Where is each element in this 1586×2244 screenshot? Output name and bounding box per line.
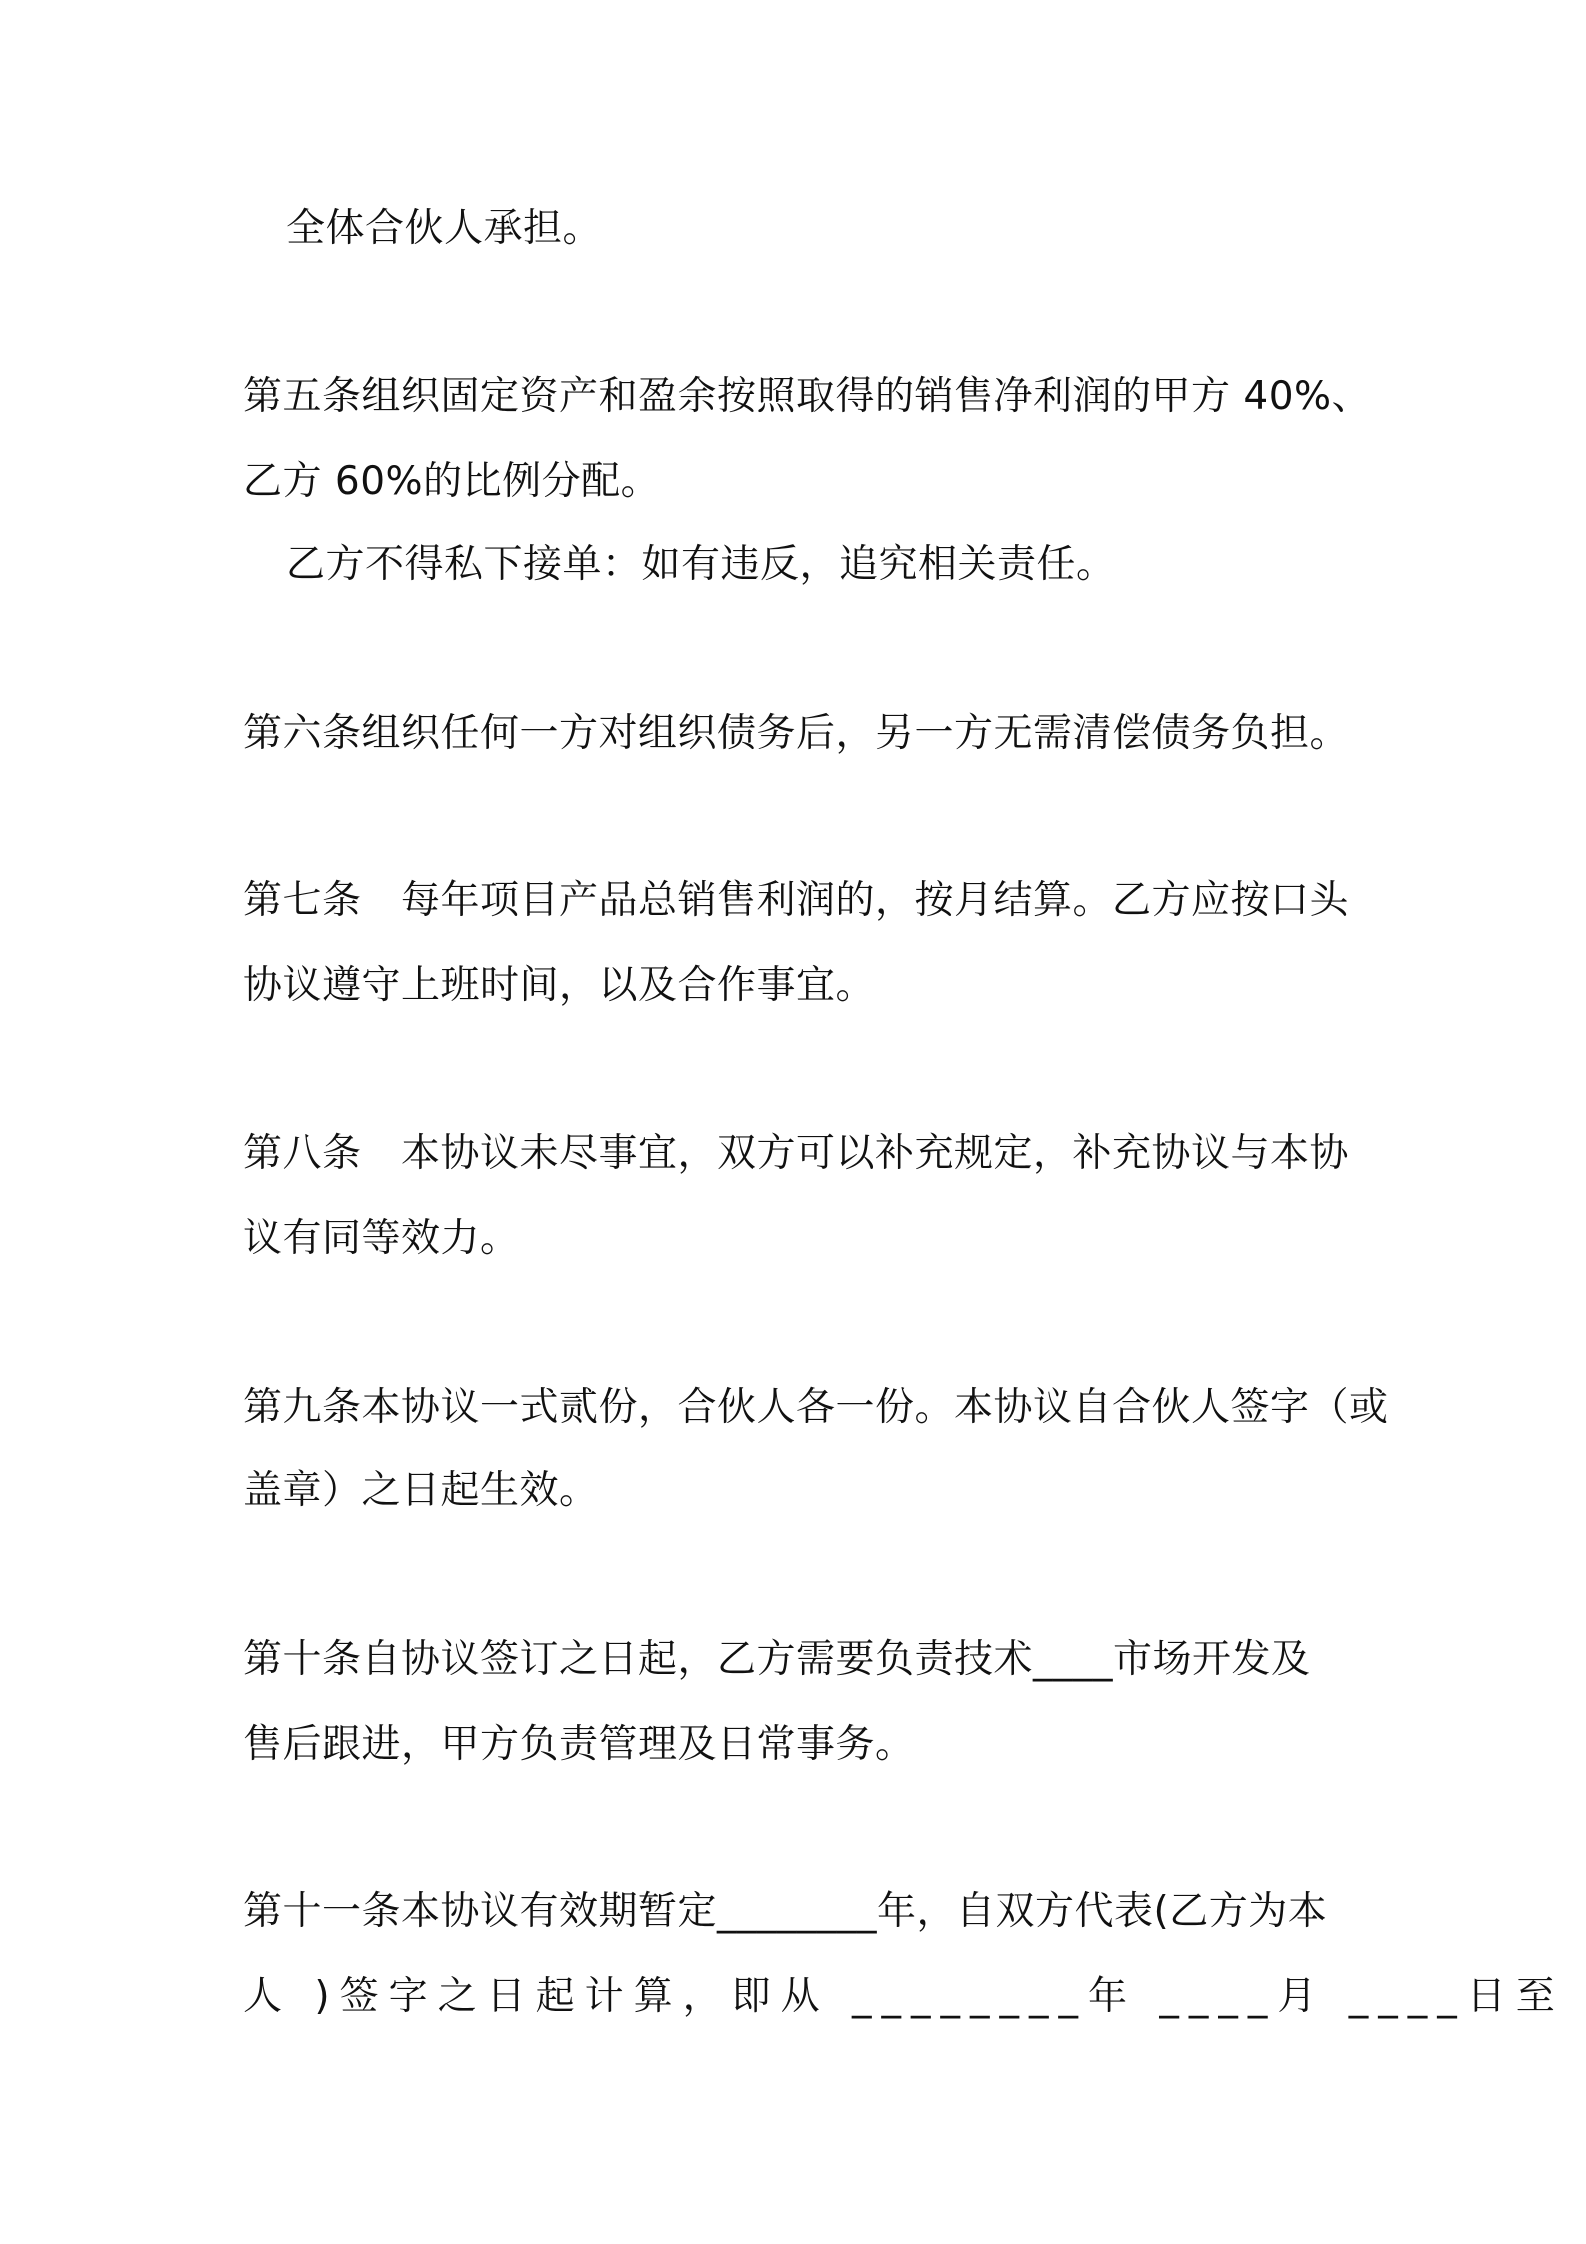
text-line: 全体合伙人承担。 bbox=[286, 206, 603, 251]
article-5-note: 乙方不得私下接单：如有违反，追究相关责任。 bbox=[286, 542, 1116, 587]
article-6-line-1: 第六条组织任何一方对组织债务后，另一方无需清偿债务负担。 bbox=[243, 711, 1350, 756]
article-10-line-2: 售后跟进，甲方负责管理及日常事务。 bbox=[243, 1722, 915, 1767]
article-7-line-1: 第七条 每年项目产品总销售利润的，按月结算。乙方应按口头 bbox=[243, 878, 1350, 923]
article-8-line-2: 议有同等效力。 bbox=[243, 1216, 520, 1261]
article-7-line-2: 协议遵守上班时间，以及合作事宜。 bbox=[243, 963, 876, 1008]
article-11-line-2: 人 )签字之日起计算，即从 ________年 ____月 ____日至 bbox=[243, 1974, 1565, 2019]
article-5-line-2: 乙方 60%的比例分配。 bbox=[243, 459, 661, 504]
article-9-line-1: 第九条本协议一式贰份，合伙人各一份。本协议自合伙人签字（或 bbox=[243, 1385, 1389, 1430]
article-10-line-1: 第十条自协议签订之日起，乙方需要负责技术____市场开发及 bbox=[243, 1637, 1311, 1682]
article-11-line-1: 第十一条本协议有效期暂定________年，自双方代表(乙方为本 bbox=[243, 1889, 1328, 1934]
article-8-line-1: 第八条 本协议未尽事宜，双方可以补充规定，补充协议与本协 bbox=[243, 1131, 1350, 1176]
article-9-line-2: 盖章）之日起生效。 bbox=[243, 1468, 599, 1513]
article-5-line-1: 第五条组织固定资产和盈余按照取得的销售净利润的甲方 40%、 bbox=[243, 374, 1372, 419]
